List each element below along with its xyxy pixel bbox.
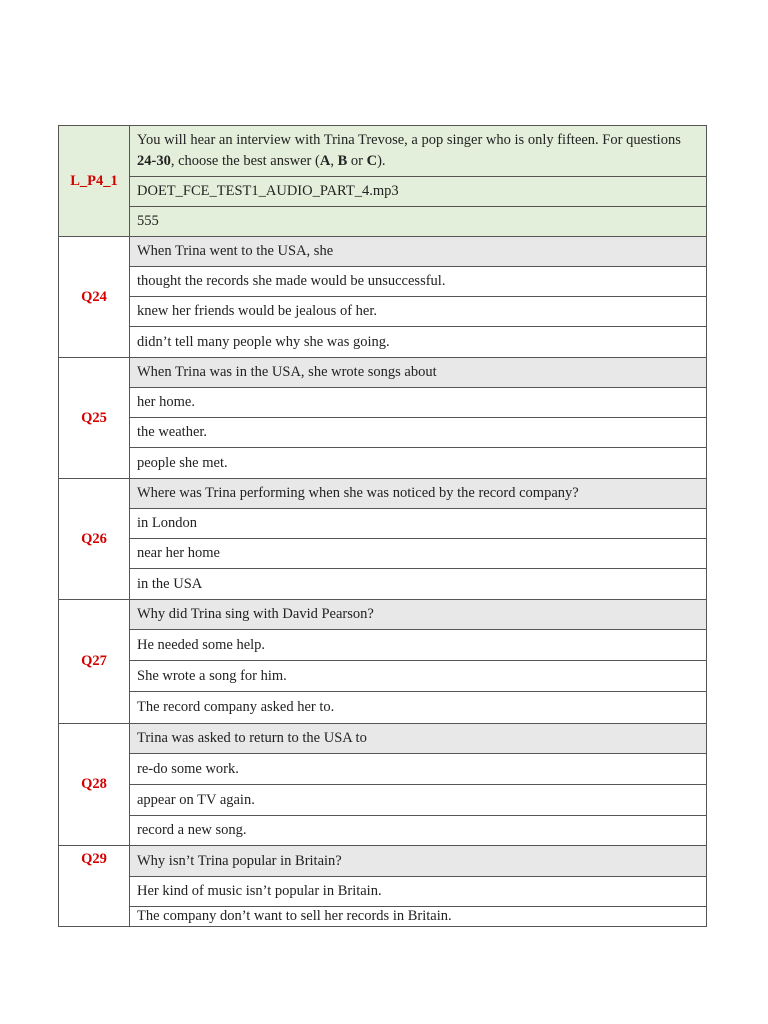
question-range: 24-30 [137, 153, 171, 169]
answer-option[interactable]: Her kind of music isn’t popular in Britain. [130, 877, 707, 907]
question-stem-row [59, 479, 707, 509]
code-row [59, 207, 707, 237]
audio-code: 555 [130, 207, 707, 237]
question-label: Q29 [59, 846, 130, 927]
audio-filename: DOET_FCE_TEST1_AUDIO_PART_4.mp3 [130, 177, 707, 207]
answer-option[interactable]: appear on TV again. [130, 785, 707, 816]
question-label: Q27 [59, 600, 130, 724]
answer-option[interactable]: the weather. [130, 418, 707, 448]
option-letter-a: A [319, 153, 331, 169]
option-letter-c: C [366, 153, 378, 169]
answer-option[interactable]: He needed some help. [130, 630, 707, 661]
question-stem: Where was Trina performing when she was noticed by the record company? [130, 479, 707, 509]
question-stem-row [59, 724, 707, 754]
answer-option[interactable]: The company don’t want to sell her records in Britain. [130, 907, 707, 927]
answer-option[interactable]: in the USA [130, 569, 707, 600]
question-stem: When Trina went to the USA, she [130, 237, 707, 267]
question-stem: Why isn’t Trina popular in Britain? [130, 846, 707, 877]
audio-row [59, 177, 707, 207]
answer-option[interactable]: thought the records she made would be unsuccessful. [130, 267, 707, 297]
question-stem-row [59, 237, 707, 267]
question-stem-row [59, 358, 707, 388]
question-stem-row [59, 600, 707, 630]
answer-option[interactable]: The record company asked her to. [130, 692, 707, 724]
question-label: Q24 [59, 237, 130, 358]
answer-option[interactable]: in London [130, 509, 707, 539]
question-label: Q28 [59, 724, 130, 846]
question-stem: When Trina was in the USA, she wrote songs about [130, 358, 707, 388]
question-label: Q26 [59, 479, 130, 600]
question-stem: Trina was asked to return to the USA to [130, 724, 707, 754]
answer-option[interactable]: didn’t tell many people why she was going. [130, 327, 707, 358]
answer-option[interactable]: She wrote a song for him. [130, 661, 707, 692]
question-label: Q25 [59, 358, 130, 479]
question-stem-row [59, 846, 707, 877]
question-table [58, 125, 707, 927]
instructions-text-e: ). [377, 153, 386, 169]
section-label: L_P4_1 [59, 126, 130, 237]
answer-option[interactable]: re-do some work. [130, 754, 707, 785]
answer-option[interactable]: near her home [130, 539, 707, 569]
intro-row [59, 126, 707, 177]
question-stem: Why did Trina sing with David Pearson? [130, 600, 707, 630]
instructions [130, 126, 707, 177]
instructions-text-c: , [330, 153, 338, 169]
instructions-text-a: You will hear an interview with Trina Trevose, a pop singer who is only fifteen. For questions [137, 132, 681, 148]
answer-option[interactable]: people she met. [130, 448, 707, 479]
instructions-text-b: , choose the best answer ( [170, 153, 320, 169]
option-letter-b: B [337, 153, 348, 169]
answer-option[interactable]: knew her friends would be jealous of her. [130, 297, 707, 327]
answer-option[interactable]: her home. [130, 388, 707, 418]
answer-option[interactable]: record a new song. [130, 816, 707, 846]
instructions-text-d: or [347, 153, 367, 169]
